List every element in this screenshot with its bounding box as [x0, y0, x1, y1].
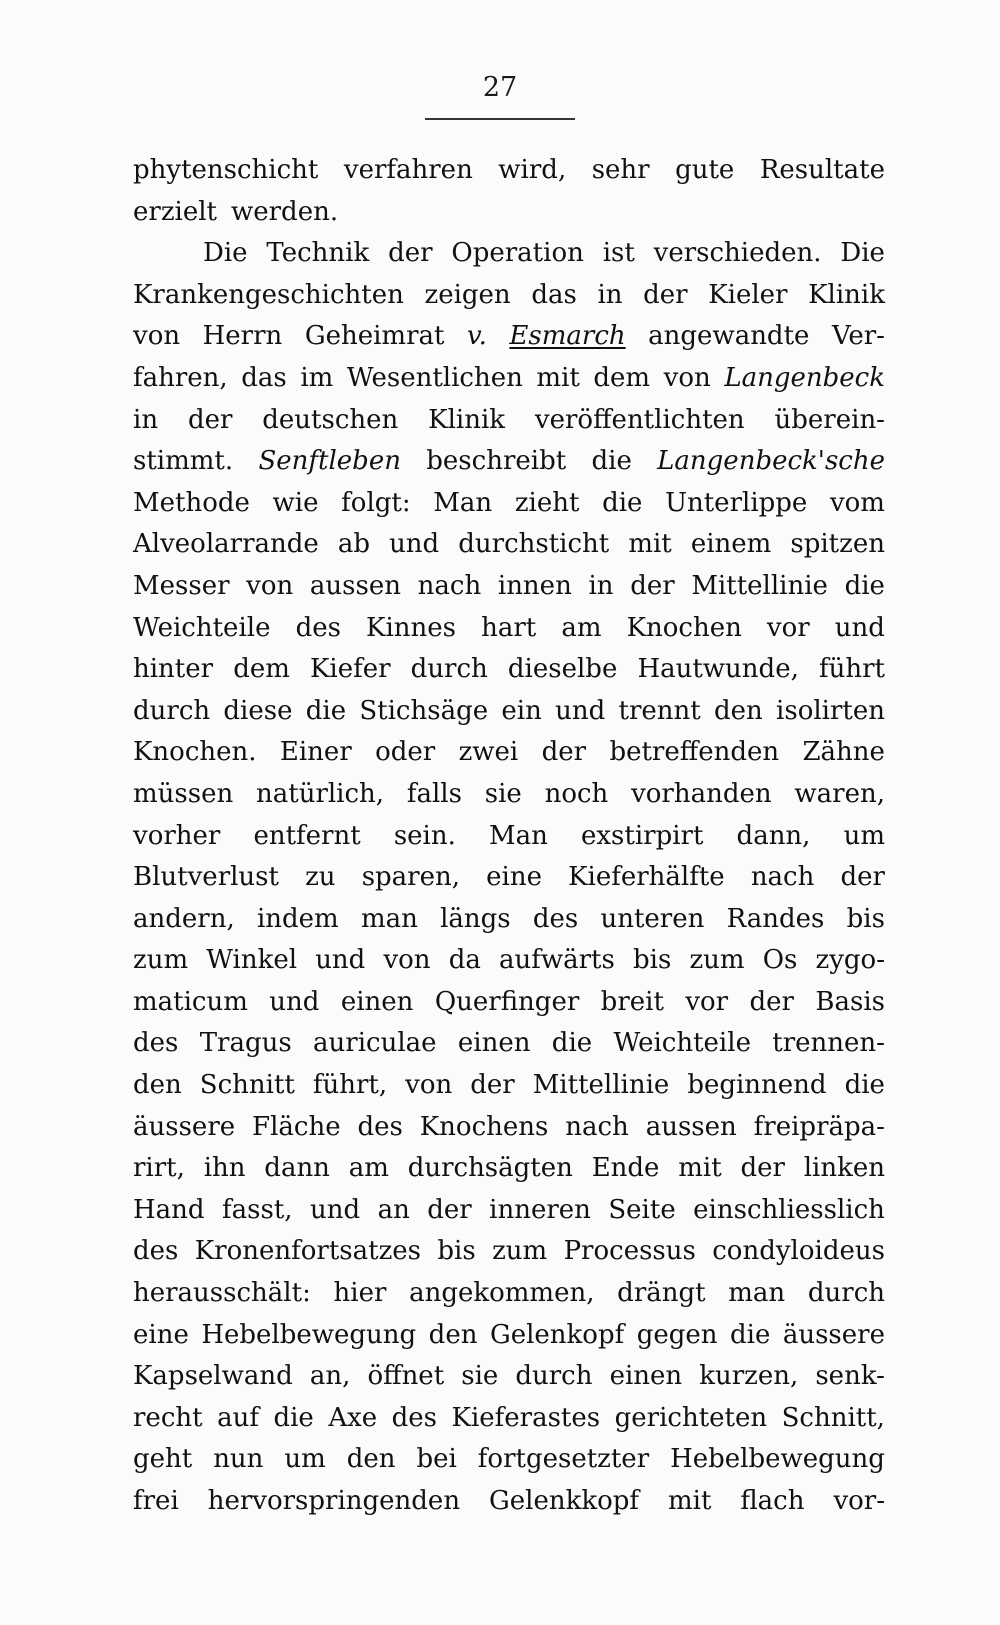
word: vorhanden	[631, 778, 772, 809]
word: breit	[600, 986, 664, 1017]
word: dann	[264, 1153, 330, 1184]
word: zum	[689, 945, 745, 976]
text-line	[133, 1439, 885, 1481]
word: durch	[807, 1278, 885, 1309]
word: an	[377, 1194, 410, 1225]
word: und	[269, 986, 320, 1017]
word: Seite	[608, 1194, 676, 1225]
word: Man	[489, 820, 548, 851]
word: Senftleben	[258, 446, 401, 477]
word: zu	[305, 862, 336, 893]
text-line	[133, 441, 885, 483]
word: bis	[846, 903, 885, 934]
word: der	[388, 238, 433, 269]
word: am	[561, 612, 602, 643]
word: fahren,	[133, 362, 228, 393]
word: Ver-	[831, 321, 885, 352]
word: Mittellinie	[691, 570, 828, 601]
text-line	[133, 233, 885, 275]
word: angekommen,	[409, 1278, 595, 1309]
text-line	[133, 691, 885, 733]
word: mit	[678, 1153, 722, 1184]
word: spitzen	[790, 529, 885, 560]
word: ein	[501, 695, 542, 726]
word: stimmt.	[133, 446, 234, 477]
word: Operation	[451, 238, 584, 269]
word: Resultate	[759, 155, 885, 185]
word: senk-	[815, 1361, 885, 1392]
word: der	[840, 862, 885, 893]
word: der	[187, 404, 233, 435]
word: aufwärts	[499, 945, 615, 976]
text-line	[133, 899, 885, 941]
word: Schnitt	[199, 1070, 295, 1101]
word: unteren	[600, 903, 705, 934]
word: überein-	[774, 404, 885, 435]
word: sein.	[393, 820, 456, 851]
word: man	[728, 1278, 786, 1309]
word: Knochen	[626, 612, 742, 643]
word: Kronenfortsatzes	[194, 1236, 422, 1267]
word: die	[591, 446, 632, 477]
word: des	[357, 1111, 403, 1142]
word: zeigen	[424, 279, 511, 310]
word: Ende	[591, 1153, 660, 1184]
word: deutschen	[262, 404, 399, 435]
word: Hautwunde,	[637, 654, 799, 685]
word: mit	[667, 1486, 712, 1516]
word: Langenbeck	[724, 362, 885, 393]
word: diese	[223, 695, 293, 726]
text-line	[133, 483, 885, 525]
word: Randes	[726, 903, 825, 934]
word: die	[551, 1028, 593, 1059]
word: und	[309, 1194, 361, 1225]
word: Hebelbewegung	[201, 1319, 417, 1350]
word: auf	[217, 1402, 259, 1433]
page-number: 27	[482, 72, 518, 103]
word: Tragus	[199, 1028, 292, 1059]
word: innen	[497, 570, 572, 601]
word: Krankengeschichten	[133, 279, 404, 310]
word: das	[531, 279, 577, 310]
word: wie	[272, 487, 319, 518]
word: um	[843, 820, 885, 851]
word: an,	[309, 1361, 351, 1392]
word: phytenschicht	[133, 155, 319, 185]
word: mit	[536, 362, 580, 393]
word: betreffenden	[609, 737, 780, 768]
word: das	[241, 362, 287, 393]
text-line	[133, 316, 885, 358]
word: Klinik	[808, 279, 885, 310]
word: den	[133, 1070, 182, 1101]
word: aussen	[645, 1111, 737, 1142]
word: führt,	[312, 1070, 388, 1101]
word: Blutverlust	[133, 862, 279, 893]
word: Methode	[133, 487, 250, 518]
text-line	[133, 857, 885, 899]
word: der	[740, 1153, 785, 1184]
word: einen	[609, 1361, 683, 1392]
word: einen	[457, 1028, 531, 1059]
word: isolirten	[776, 695, 885, 726]
word: erzielt	[133, 196, 217, 227]
word: verschieden.	[653, 238, 822, 269]
word: von	[246, 570, 294, 601]
word: eine	[486, 862, 542, 893]
word: angewandte	[648, 321, 810, 352]
text-line	[133, 275, 885, 317]
word: trennt	[618, 695, 701, 726]
word: Kiefer	[309, 654, 391, 685]
word: durch	[133, 695, 211, 726]
word: vor	[685, 986, 729, 1017]
word: dann,	[736, 820, 811, 851]
word: falls	[406, 778, 462, 809]
text-line	[133, 192, 885, 234]
text-line	[133, 940, 885, 982]
word: Die	[840, 238, 885, 269]
word: bei	[416, 1444, 457, 1475]
word: die	[844, 570, 885, 601]
word: sehr	[591, 155, 650, 185]
word: äussere	[782, 1319, 885, 1350]
word: Knochens	[419, 1111, 549, 1142]
word: durch	[515, 1361, 593, 1392]
word: wird,	[498, 155, 567, 185]
word: des	[532, 903, 579, 934]
word: gute	[675, 155, 735, 185]
word: den	[346, 1444, 396, 1475]
word: Gelenkopf	[489, 1319, 625, 1350]
word: mit	[628, 529, 672, 560]
word: Alveolarrande	[133, 529, 319, 560]
text-line	[133, 524, 885, 566]
word: frei	[133, 1486, 179, 1516]
word: Weichteile	[613, 1028, 751, 1059]
word: Die	[203, 238, 248, 269]
word: Basis	[815, 986, 885, 1017]
word: zum	[133, 945, 189, 976]
word: Herrn	[202, 321, 283, 352]
word: von	[133, 321, 181, 352]
word: Wesentlichen	[346, 362, 523, 393]
word: der	[630, 570, 675, 601]
word: hervorspringenden	[207, 1486, 461, 1516]
word: waren,	[794, 778, 885, 809]
word: zwei	[458, 737, 519, 768]
word: Langenbeck'sche	[657, 446, 885, 477]
word: Klinik	[428, 404, 506, 435]
word: Messer	[133, 570, 230, 601]
word: durch	[410, 654, 488, 685]
word: dem	[233, 654, 290, 685]
word: andern,	[133, 903, 235, 934]
word: der	[541, 737, 587, 768]
word: bis	[633, 945, 672, 976]
word: hinter	[133, 654, 214, 685]
text-line	[133, 1315, 885, 1357]
word: zieht	[514, 487, 580, 518]
word: Fläche	[252, 1111, 341, 1142]
header-rule	[425, 118, 575, 120]
word: der	[643, 279, 688, 310]
word: nach	[417, 570, 482, 601]
word: Einer	[279, 737, 352, 768]
word: hier	[333, 1278, 387, 1309]
word: Unterlippe	[665, 487, 808, 518]
word: den	[428, 1319, 478, 1350]
word: Schnitt,	[781, 1402, 885, 1433]
word: trennen-	[772, 1028, 885, 1059]
word: Technik	[266, 238, 370, 269]
word: nach	[565, 1111, 629, 1142]
word: Stichsäge	[359, 695, 489, 726]
word: sparen,	[361, 862, 460, 893]
word: Processus	[563, 1236, 696, 1267]
word: noch	[544, 778, 609, 809]
word: fortgesetzter	[477, 1444, 650, 1475]
word: Kinnes	[366, 612, 456, 643]
word: Kieler	[708, 279, 788, 310]
word: Querfinger	[434, 986, 580, 1017]
word: Axe	[328, 1402, 378, 1433]
word: man	[360, 903, 418, 934]
word: vom	[829, 487, 885, 518]
text-line	[133, 400, 885, 442]
word: die	[844, 1070, 885, 1101]
word: ist	[602, 238, 635, 269]
word: die	[305, 695, 347, 726]
word: indem	[256, 903, 339, 934]
word: herausschält:	[133, 1278, 311, 1309]
word: entfernt	[253, 820, 361, 851]
word: fasst,	[222, 1194, 293, 1225]
word: maticum	[133, 986, 248, 1017]
word: linken	[803, 1153, 885, 1184]
word: einem	[690, 529, 772, 560]
text-line	[133, 358, 885, 400]
word: der	[749, 986, 794, 1017]
text-line	[133, 774, 885, 816]
word: bis	[437, 1236, 476, 1267]
word: Kieferastes	[451, 1402, 601, 1433]
word: verfahren	[343, 155, 473, 185]
word: dieselbe	[507, 654, 618, 685]
word: flach	[740, 1486, 805, 1516]
word: von	[663, 362, 711, 393]
word: Knochen.	[133, 737, 257, 768]
word: Esmarch	[509, 321, 626, 352]
word: in	[597, 279, 623, 310]
word: geht	[133, 1444, 193, 1475]
word: des	[295, 612, 341, 643]
word: den	[713, 695, 763, 726]
text-line	[133, 732, 885, 774]
word: Os	[762, 945, 798, 976]
word: durchsticht	[458, 529, 610, 560]
word: Zähne	[802, 737, 885, 768]
word: folgt:	[341, 487, 411, 518]
text-line	[133, 150, 885, 192]
word: des	[133, 1236, 179, 1267]
text-line	[133, 1273, 885, 1315]
word: Hebelbewegung	[670, 1444, 885, 1475]
text-line	[133, 816, 885, 858]
word: müssen	[133, 778, 234, 809]
word: veröffentlichten	[534, 404, 745, 435]
word: Gelenkkopf	[489, 1486, 640, 1516]
text-line	[133, 1107, 885, 1149]
word: des	[391, 1402, 438, 1433]
word: von	[383, 945, 431, 976]
text-line	[133, 649, 885, 691]
word: um	[284, 1444, 326, 1475]
word: im	[300, 362, 334, 393]
word: nach	[750, 862, 815, 893]
word: führt	[818, 654, 885, 685]
word: v.	[467, 321, 487, 352]
word: Weichteile	[133, 612, 271, 643]
word: Man	[433, 487, 493, 518]
word: freipräpa-	[753, 1111, 885, 1142]
word: und	[389, 529, 440, 560]
text-line	[133, 1148, 885, 1190]
word: Hand	[133, 1194, 205, 1225]
word: dem	[593, 362, 651, 393]
text-line	[133, 1231, 885, 1273]
word: vor	[766, 612, 810, 643]
word: und	[315, 945, 366, 976]
word: auriculae	[313, 1028, 437, 1059]
word: zygo-	[815, 945, 885, 976]
word: der	[427, 1194, 472, 1225]
word: am	[348, 1153, 389, 1184]
text-line	[133, 1398, 885, 1440]
word: vor-	[833, 1486, 885, 1516]
word: sie	[461, 1361, 499, 1392]
word: condyloideus	[712, 1236, 885, 1267]
text-line	[133, 1481, 885, 1523]
word: vorher	[133, 820, 221, 851]
word: längs	[440, 903, 511, 934]
word: Kapselwand	[133, 1361, 293, 1392]
text-line	[133, 982, 885, 1024]
word: rirt,	[133, 1153, 185, 1184]
word: da	[448, 945, 481, 976]
text-line	[133, 1065, 885, 1107]
word: Mittellinie	[532, 1070, 670, 1101]
word: sie	[484, 778, 522, 809]
word: der	[470, 1070, 515, 1101]
word: die	[602, 487, 643, 518]
text-line	[133, 608, 885, 650]
word: in	[588, 570, 614, 601]
word: werden.	[230, 196, 339, 227]
word: zum	[492, 1236, 548, 1267]
word: in	[133, 404, 159, 435]
text-line	[133, 1190, 885, 1232]
word: exstirpirt	[581, 820, 704, 851]
word: Geheimrat	[304, 321, 445, 352]
word: und	[834, 612, 885, 643]
word: die	[273, 1402, 314, 1433]
word: und	[555, 695, 606, 726]
word: Kieferhälfte	[568, 862, 725, 893]
word: die	[730, 1319, 771, 1350]
word: aussen	[309, 570, 401, 601]
word: ab	[337, 529, 370, 560]
text-line	[133, 566, 885, 608]
text-line	[133, 1023, 885, 1065]
word: öffnet	[367, 1361, 445, 1392]
body-text	[133, 150, 885, 1523]
word: nun	[213, 1444, 264, 1475]
text-line	[133, 1356, 885, 1398]
word: gerichteten	[614, 1402, 768, 1433]
word: von	[405, 1070, 453, 1101]
word: recht	[133, 1402, 203, 1433]
word: durchsägten	[407, 1153, 573, 1184]
word: natürlich,	[256, 778, 385, 809]
word: kurzen,	[699, 1361, 799, 1392]
word: beschreibt	[426, 446, 567, 477]
word: äussere	[133, 1111, 236, 1142]
word: drängt	[617, 1278, 706, 1309]
word: Winkel	[206, 945, 298, 976]
word: ihn	[203, 1153, 246, 1184]
word: hart	[481, 612, 537, 643]
word: oder	[375, 737, 436, 768]
word: einschliesslich	[693, 1194, 885, 1225]
word: eine	[133, 1319, 189, 1350]
word: inneren	[489, 1194, 591, 1225]
word: einen	[340, 986, 414, 1017]
word: beginnend	[687, 1070, 827, 1101]
word: des	[133, 1028, 179, 1059]
word: gegen	[636, 1319, 718, 1350]
